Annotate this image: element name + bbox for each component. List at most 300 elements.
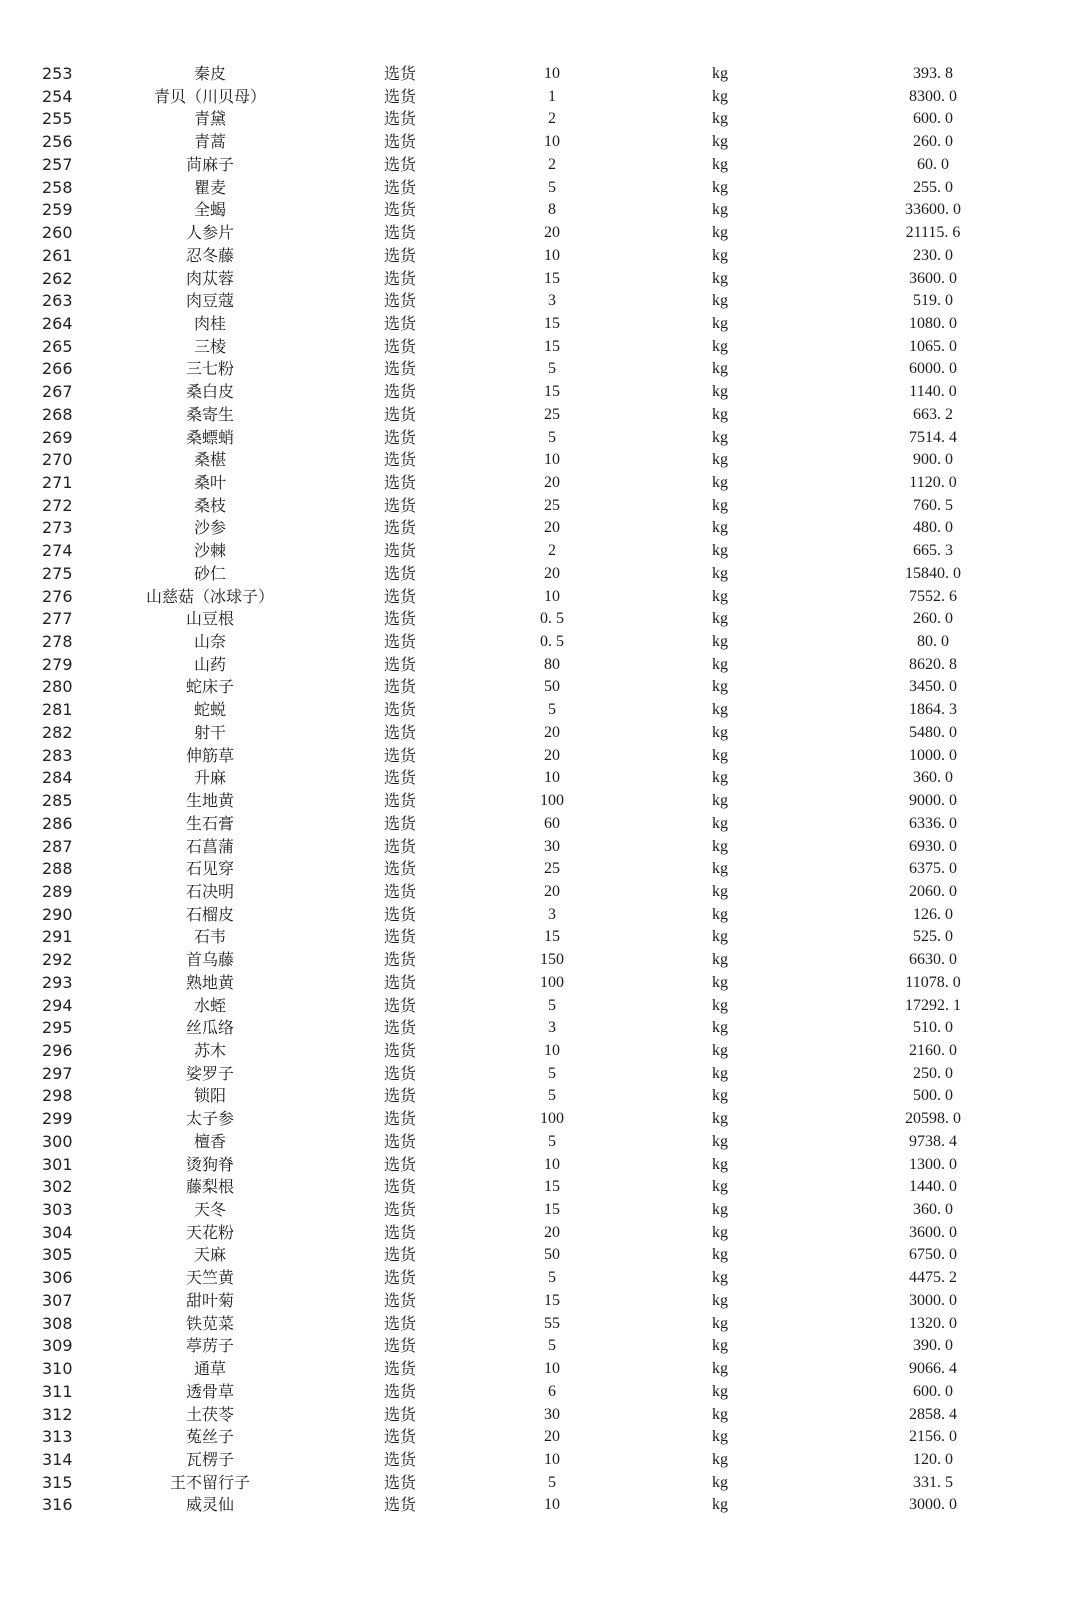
herb-name: 石决明: [185, 881, 234, 901]
herb-name: 天冬: [193, 1200, 226, 1219]
herb-name: 沙棘: [193, 541, 226, 561]
amount-value: 1000. 0: [909, 746, 957, 764]
grade-label: 选货: [383, 154, 416, 174]
row-number: 310: [42, 1359, 73, 1378]
grade-label: 选货: [383, 336, 416, 356]
herb-name: 铁苋菜: [185, 1313, 234, 1333]
grade-label: 选货: [383, 382, 416, 402]
table-row: [0, 880, 1077, 903]
amount-value: 230. 0: [913, 246, 953, 264]
row-number: 297: [42, 1063, 73, 1083]
unit-label: kg: [712, 996, 728, 1014]
unit-label: kg: [712, 1269, 728, 1287]
amount-value: 6930. 0: [909, 837, 957, 855]
row-number: 253: [42, 64, 73, 83]
amount-value: 480. 0: [913, 519, 953, 537]
quantity-value: 20: [544, 564, 560, 582]
table-row: [0, 1471, 1077, 1494]
herb-name: 青贝（川贝母）: [153, 86, 266, 106]
unit-label: kg: [712, 519, 728, 537]
amount-value: 600. 0: [913, 1382, 953, 1400]
quantity-value: 100: [540, 1110, 564, 1128]
table-row: [0, 1198, 1077, 1221]
herb-name: 熟地黄: [185, 972, 234, 992]
unit-label: kg: [712, 178, 728, 196]
unit-label: kg: [712, 110, 728, 128]
table-row: [0, 494, 1077, 517]
quantity-value: 80: [544, 655, 560, 673]
grade-label: 选货: [383, 1268, 416, 1288]
grade-label: 选货: [383, 1313, 416, 1333]
row-number: 315: [42, 1472, 73, 1492]
quantity-value: 0. 5: [540, 610, 564, 628]
quantity-value: 150: [540, 951, 564, 969]
unit-label: kg: [712, 474, 728, 491]
unit-label: kg: [712, 701, 728, 719]
herb-name: 人参片: [185, 223, 234, 242]
amount-value: 11078. 0: [905, 973, 961, 991]
grade-label: 选货: [383, 1495, 416, 1515]
grade-label: 选货: [383, 541, 416, 561]
table-row: [0, 1334, 1077, 1357]
herb-name: 瞿麦: [193, 177, 226, 197]
herb-name: 天麻: [193, 1245, 226, 1265]
row-number: 295: [42, 1018, 73, 1038]
unit-label: kg: [712, 496, 728, 514]
quantity-value: 3: [548, 905, 556, 923]
table-row: [0, 698, 1077, 721]
herb-name: 青蒿: [193, 132, 226, 152]
quantity-value: 50: [544, 678, 560, 696]
unit-label: kg: [712, 860, 728, 878]
table-row: [0, 85, 1077, 108]
quantity-value: 5: [548, 1473, 556, 1491]
herb-name: 瓦楞子: [185, 1449, 234, 1469]
quantity-value: 25: [544, 860, 560, 878]
table-row: [0, 1016, 1077, 1039]
herb-name: 砂仁: [193, 563, 226, 583]
amount-value: 663. 2: [913, 405, 953, 423]
table-row: [0, 1380, 1077, 1403]
grade-label: 选货: [383, 1449, 416, 1469]
quantity-value: 20: [544, 723, 560, 741]
quantity-value: 15: [544, 1201, 560, 1218]
row-number: 278: [42, 632, 73, 651]
quantity-value: 3: [548, 1019, 556, 1037]
herb-name: 苘麻子: [185, 154, 234, 174]
grade-label: 选货: [383, 1336, 416, 1356]
row-number: 311: [42, 1381, 73, 1401]
grade-label: 选货: [383, 768, 416, 788]
table-row: [0, 744, 1077, 767]
amount-value: 2060. 0: [909, 882, 957, 900]
amount-value: 9000. 0: [909, 792, 957, 809]
grade-label: 选货: [383, 86, 416, 106]
row-number: 290: [42, 904, 73, 924]
herb-name: 沙参: [193, 518, 226, 538]
row-number: 272: [42, 495, 73, 515]
grade-label: 选货: [383, 1290, 416, 1310]
row-number: 282: [42, 722, 73, 742]
table-row: [0, 426, 1077, 449]
unit-label: kg: [712, 428, 728, 446]
herb-name: 丝瓜络: [185, 1018, 234, 1038]
unit-label: kg: [712, 678, 728, 696]
amount-value: 3000. 0: [909, 1291, 957, 1309]
unit-label: kg: [712, 928, 728, 946]
table-row: [0, 516, 1077, 539]
grade-label: 选货: [383, 1359, 416, 1378]
quantity-value: 15: [544, 1178, 560, 1196]
herb-name: 三七粉: [185, 359, 234, 379]
table-row: [0, 380, 1077, 403]
row-number: 280: [42, 677, 73, 697]
row-number: 301: [42, 1154, 73, 1174]
table-row: [0, 448, 1077, 471]
unit-label: kg: [712, 1019, 728, 1037]
row-number: 291: [42, 927, 73, 947]
grade-label: 选货: [383, 200, 416, 220]
table-row: [0, 176, 1077, 199]
row-number: 288: [42, 859, 73, 879]
quantity-value: 20: [544, 224, 560, 241]
grade-label: 选货: [383, 972, 416, 992]
grade-label: 选货: [383, 1018, 416, 1038]
unit-label: kg: [712, 1496, 728, 1514]
row-number: 289: [42, 881, 73, 901]
herb-name: 石菖蒲: [185, 836, 234, 856]
herb-name: 石见穿: [185, 859, 234, 879]
grade-label: 选货: [383, 700, 416, 720]
unit-label: kg: [712, 337, 728, 355]
grade-label: 选货: [383, 563, 416, 583]
row-number: 300: [42, 1131, 73, 1151]
unit-label: kg: [712, 246, 728, 264]
unit-label: kg: [712, 269, 728, 287]
unit-label: kg: [712, 201, 728, 219]
herb-name: 山慈菇（冰球子）: [145, 586, 274, 606]
quantity-value: 15: [544, 383, 560, 401]
amount-value: 360. 0: [913, 1201, 953, 1218]
unit-label: kg: [712, 837, 728, 855]
quantity-value: 10: [544, 451, 560, 469]
unit-label: kg: [712, 814, 728, 832]
quantity-value: 5: [548, 1064, 556, 1082]
amount-value: 500. 0: [913, 1087, 953, 1105]
table-row: [0, 471, 1077, 494]
amount-value: 126. 0: [913, 905, 953, 923]
amount-value: 510. 0: [913, 1019, 953, 1037]
quantity-value: 55: [544, 1314, 560, 1332]
unit-label: kg: [712, 1087, 728, 1105]
grade-label: 选货: [383, 586, 416, 606]
grade-label: 选货: [383, 836, 416, 856]
table-row: [0, 585, 1077, 608]
herb-name: 水蛭: [193, 995, 226, 1015]
amount-value: 7552. 6: [909, 587, 957, 605]
amount-value: 665. 3: [913, 542, 953, 560]
herb-name: 射干: [193, 722, 226, 742]
amount-value: 4475. 2: [909, 1269, 957, 1287]
unit-label: kg: [712, 360, 728, 378]
grade-label: 选货: [383, 1177, 416, 1197]
herb-name: 烫狗脊: [185, 1154, 234, 1174]
grade-label: 选货: [383, 109, 416, 129]
table-row: [0, 812, 1077, 835]
grade-label: 选货: [383, 450, 416, 470]
table-row: [0, 1289, 1077, 1312]
row-number: 264: [42, 313, 73, 333]
unit-label: kg: [712, 1360, 728, 1377]
row-number: 270: [42, 450, 73, 470]
unit-label: kg: [712, 1042, 728, 1059]
herb-name: 生地黄: [185, 791, 234, 810]
quantity-value: 20: [544, 474, 560, 491]
unit-label: kg: [712, 1291, 728, 1309]
quantity-value: 10: [544, 1155, 560, 1173]
amount-value: 393. 8: [913, 65, 953, 82]
unit-label: kg: [712, 405, 728, 423]
quantity-value: 100: [540, 792, 564, 809]
grade-label: 选货: [383, 927, 416, 947]
table-row: [0, 1425, 1077, 1448]
herb-name: 秦皮: [193, 64, 226, 83]
quantity-value: 2: [548, 110, 556, 128]
table-row: [0, 1266, 1077, 1289]
grade-label: 选货: [383, 1200, 416, 1219]
grade-label: 选货: [383, 1086, 416, 1106]
amount-value: 3000. 0: [909, 1496, 957, 1514]
herb-name: 肉苁蓉: [185, 268, 234, 288]
row-number: 303: [42, 1200, 73, 1219]
table-row: [0, 198, 1077, 221]
quantity-value: 25: [544, 405, 560, 423]
grade-label: 选货: [383, 995, 416, 1015]
table-row: [0, 312, 1077, 335]
table-row: [0, 107, 1077, 130]
unit-label: kg: [712, 155, 728, 173]
amount-value: 21115. 6: [905, 224, 961, 241]
amount-value: 3600. 0: [909, 1223, 957, 1241]
herb-name: 忍冬藤: [185, 245, 234, 265]
unit-label: kg: [712, 1132, 728, 1150]
unit-label: kg: [712, 1428, 728, 1446]
row-number: 293: [42, 972, 73, 992]
row-number: 294: [42, 995, 73, 1015]
table-row: [0, 1130, 1077, 1153]
amount-value: 250. 0: [913, 1064, 953, 1082]
unit-label: kg: [712, 1201, 728, 1218]
amount-value: 17292. 1: [905, 996, 961, 1014]
quantity-value: 2: [548, 155, 556, 173]
unit-label: kg: [712, 87, 728, 105]
row-number: 314: [42, 1449, 73, 1469]
herb-name: 伸筋草: [185, 745, 234, 765]
unit-label: kg: [712, 1223, 728, 1241]
quantity-value: 50: [544, 1246, 560, 1264]
quantity-value: 15: [544, 1291, 560, 1309]
row-number: 304: [42, 1222, 73, 1242]
amount-value: 1300. 0: [909, 1155, 957, 1173]
quantity-value: 10: [544, 769, 560, 787]
row-number: 254: [42, 86, 73, 106]
grade-label: 选货: [383, 904, 416, 924]
quantity-value: 20: [544, 519, 560, 537]
amount-value: 360. 0: [913, 769, 953, 787]
quantity-value: 0. 5: [540, 633, 564, 650]
amount-value: 6375. 0: [909, 860, 957, 878]
grade-label: 选货: [383, 722, 416, 742]
table-row: [0, 607, 1077, 630]
quantity-value: 20: [544, 1223, 560, 1241]
amount-value: 1080. 0: [909, 314, 957, 332]
row-number: 271: [42, 473, 73, 492]
grade-label: 选货: [383, 313, 416, 333]
unit-label: kg: [712, 564, 728, 582]
herb-name: 桑叶: [193, 473, 226, 492]
row-number: 267: [42, 382, 73, 402]
amount-value: 6750. 0: [909, 1246, 957, 1264]
quantity-value: 60: [544, 814, 560, 832]
grade-label: 选货: [383, 677, 416, 697]
row-number: 257: [42, 154, 73, 174]
amount-value: 5480. 0: [909, 723, 957, 741]
quantity-value: 10: [544, 587, 560, 605]
grade-label: 选货: [383, 427, 416, 447]
grade-label: 选货: [383, 859, 416, 879]
row-number: 266: [42, 359, 73, 379]
row-number: 263: [42, 291, 73, 311]
unit-label: kg: [712, 746, 728, 764]
quantity-value: 15: [544, 928, 560, 946]
grade-label: 选货: [383, 177, 416, 197]
herb-name: 桑枝: [193, 495, 226, 515]
quantity-value: 20: [544, 1428, 560, 1446]
quantity-value: 2: [548, 542, 556, 560]
amount-value: 255. 0: [913, 178, 953, 196]
herb-name: 山奈: [193, 632, 226, 651]
amount-value: 1440. 0: [909, 1178, 957, 1196]
grade-label: 选货: [383, 404, 416, 424]
grade-label: 选货: [383, 813, 416, 833]
row-number: 277: [42, 609, 73, 629]
quantity-value: 30: [544, 837, 560, 855]
table-row: [0, 62, 1077, 85]
unit-label: kg: [712, 451, 728, 469]
row-number: 284: [42, 768, 73, 788]
grade-label: 选货: [383, 1131, 416, 1151]
amount-value: 1065. 0: [909, 337, 957, 355]
grade-label: 选货: [383, 654, 416, 674]
herb-name: 升麻: [193, 768, 226, 788]
amount-value: 525. 0: [913, 928, 953, 946]
amount-value: 120. 0: [913, 1450, 953, 1468]
herb-name: 生石膏: [185, 813, 234, 833]
herb-name: 桑椹: [193, 450, 226, 470]
amount-value: 8620. 8: [909, 655, 957, 673]
unit-label: kg: [712, 882, 728, 900]
table-row: [0, 835, 1077, 858]
unit-label: kg: [712, 587, 728, 605]
table-row: [0, 994, 1077, 1017]
grade-label: 选货: [383, 791, 416, 810]
grade-label: 选货: [383, 1222, 416, 1242]
table-row: [0, 948, 1077, 971]
table-row: [0, 925, 1077, 948]
grade-label: 选货: [383, 1245, 416, 1265]
table-row: [0, 1175, 1077, 1198]
grade-label: 选货: [383, 495, 416, 515]
amount-value: 6630. 0: [909, 951, 957, 969]
amount-value: 519. 0: [913, 292, 953, 310]
grade-label: 选货: [383, 1041, 416, 1060]
herb-name: 山豆根: [185, 609, 234, 629]
grade-label: 选货: [383, 268, 416, 288]
amount-value: 7514. 4: [909, 428, 957, 446]
table-row: [0, 130, 1077, 153]
unit-label: kg: [712, 314, 728, 332]
row-number: 292: [42, 950, 73, 970]
table-row: [0, 403, 1077, 426]
row-number: 274: [42, 541, 73, 561]
quantity-value: 5: [548, 1132, 556, 1150]
quantity-value: 25: [544, 496, 560, 514]
amount-value: 2156. 0: [909, 1428, 957, 1446]
unit-label: kg: [712, 1473, 728, 1491]
unit-label: kg: [712, 633, 728, 650]
row-number: 276: [42, 586, 73, 606]
unit-label: kg: [712, 1405, 728, 1423]
unit-label: kg: [712, 655, 728, 673]
row-number: 256: [42, 132, 73, 152]
table-row: [0, 1403, 1077, 1426]
grade-label: 选货: [383, 1154, 416, 1174]
grade-label: 选货: [383, 223, 416, 242]
row-number: 268: [42, 404, 73, 424]
herb-name: 通草: [193, 1359, 226, 1378]
grade-label: 选货: [383, 632, 416, 651]
grade-label: 选货: [383, 518, 416, 538]
unit-label: kg: [712, 792, 728, 809]
grade-label: 选货: [383, 359, 416, 379]
table-row: [0, 903, 1077, 926]
grade-label: 选货: [383, 1381, 416, 1401]
row-number: 275: [42, 563, 73, 583]
row-number: 283: [42, 745, 73, 765]
table-row: [0, 971, 1077, 994]
amount-value: 900. 0: [913, 451, 953, 469]
row-number: 262: [42, 268, 73, 288]
herb-name: 蛇床子: [185, 677, 234, 697]
quantity-value: 5: [548, 360, 556, 378]
herb-name: 山药: [193, 654, 226, 674]
amount-value: 80. 0: [917, 633, 949, 650]
table-row: [0, 221, 1077, 244]
unit-label: kg: [712, 610, 728, 628]
row-number: 313: [42, 1427, 73, 1447]
row-number: 258: [42, 177, 73, 197]
row-number: 269: [42, 427, 73, 447]
herb-name: 土茯苓: [185, 1404, 234, 1424]
amount-value: 2160. 0: [909, 1042, 957, 1059]
row-number: 312: [42, 1404, 73, 1424]
row-number: 308: [42, 1313, 73, 1333]
herb-name: 桑寄生: [185, 404, 234, 424]
herb-name: 青黛: [193, 109, 226, 129]
row-number: 273: [42, 518, 73, 538]
amount-value: 760. 5: [913, 496, 953, 514]
table-row: [0, 539, 1077, 562]
